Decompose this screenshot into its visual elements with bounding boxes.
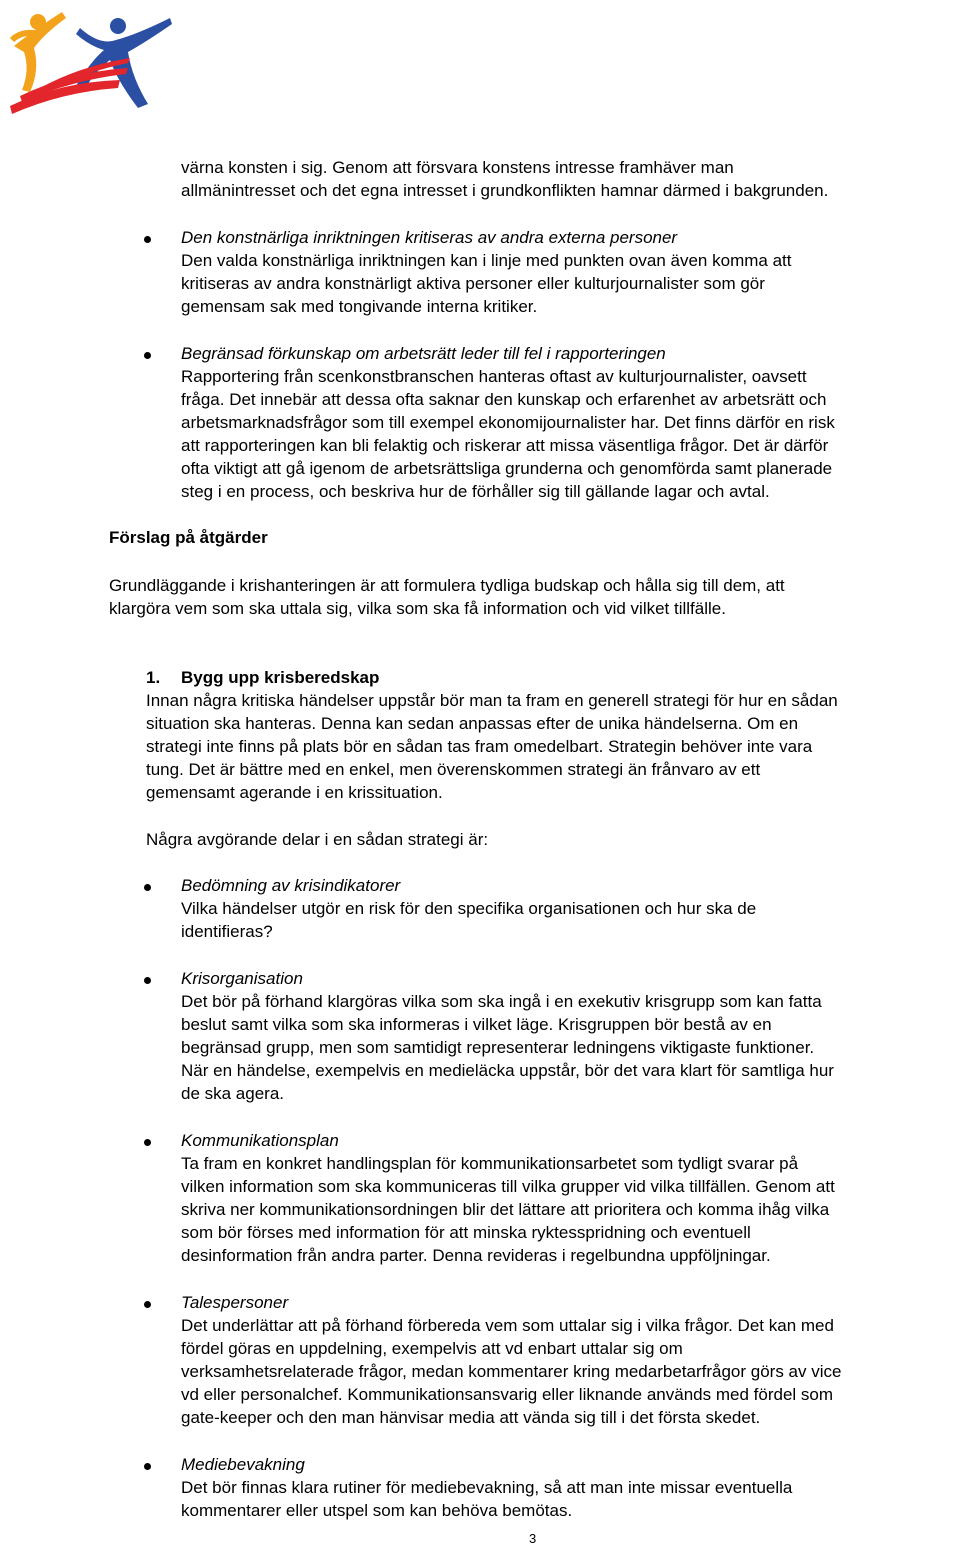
text-line: arbetsmarknadsfrågor som till exempel ekonomijournalister har. Det finns därför en risk [181, 413, 835, 432]
text-line: situation ska hanteras. Denna kan sedan anpassas efter de unika händelserna. Om en [146, 714, 799, 733]
text-line: Ta fram en konkret handlingsplan för kommunikationsarbetet som tydligt svarar på [181, 1154, 799, 1173]
strategy-bullet-media-monitoring [181, 1453, 792, 1522]
bullet-marker [144, 1463, 151, 1470]
bullet-marker [144, 977, 151, 984]
risk-bullet-labour-law [181, 342, 835, 503]
bullet-title: Den konstnärliga inriktningen kritiseras av andra externa personer [181, 228, 678, 247]
text-line: som bör förses med information för att minska ryktesspridning och eventuell [181, 1223, 751, 1242]
text-line: verksamhetsrelaterade frågor, medan kommentarer kring medarbetarfrågor görs av vice [181, 1362, 842, 1381]
section-heading: Förslag på åtgärder [109, 528, 268, 547]
strategy-bullet-communication-plan [181, 1129, 835, 1267]
bullet-marker [144, 1139, 151, 1146]
text-line: Rapportering från scenkonstbranschen hanteras oftast av kulturjournalister, oavsett [181, 367, 807, 386]
text-line: Innan några kritiska händelser uppstår bör man ta fram en generell strategi för hur en sådan [146, 691, 838, 710]
text-line: strategi inte finns på plats bör en sådan tas fram omedelbart. Strategin behöver inte vara [146, 737, 813, 756]
bullet-title: Begränsad förkunskap om arbetsrätt leder till fel i rapporteringen [181, 344, 666, 363]
bullet-marker [144, 884, 151, 891]
bullet-marker [144, 352, 151, 359]
text-line: klargöra vem som ska uttala sig, vilka som ska få information och vid vilket tillfälle. [109, 599, 726, 618]
text-line: skriva ner kommunikationsordningen blir det lättare att prioritera och komma ihåg vilka [181, 1200, 830, 1219]
text-line: beslut samt vilka som ska informeras i vilket läge. Krisgruppen bör bestå av en [181, 1015, 772, 1034]
strategy-bullet-organisation [181, 967, 834, 1105]
step-number: 1. [146, 668, 161, 687]
bullet-title: Mediebevakning [181, 1455, 305, 1474]
bullet-marker [144, 236, 151, 243]
bullet-title: Talespersoner [181, 1293, 289, 1312]
text-line: allmänintresset och det egna intresset i grundkonflikten hamnar därmed i bakgrunden. [181, 181, 829, 200]
text-line: vd eller personalchef. Kommunikationsansvarig eller liknande används med fördel som [181, 1385, 834, 1404]
bullet-marker [144, 1301, 151, 1308]
text-line: Grundläggande i krishanteringen är att formulera tydliga budskap och hålla sig till dem, att [109, 576, 785, 595]
text-line: fördel göras en uppdelning, exempelvis att vd enbart uttalar sig om [181, 1339, 683, 1358]
text-line: gemensamt agerande i en krissituation. [146, 783, 443, 802]
text-line: När en händelse, exempelvis en medieläcka uppstår, bör det vara klart för samtliga hur [181, 1061, 834, 1080]
text-line: steg i en process, och beskriva hur de förhåller sig till gällande lagar och avtal. [181, 482, 770, 501]
bullet-title: Krisorganisation [181, 969, 303, 988]
text-line: kommentarer eller utspel som kan behöva bemötas. [181, 1501, 573, 1520]
strategy-bullet-indicators [181, 874, 756, 943]
page-number: 3 [529, 1531, 537, 1546]
organization-logo [0, 0, 180, 125]
step-paragraph [146, 689, 838, 804]
text-line: Det bör finnas klara rutiner för mediebevakning, så att man inte missar eventuella [181, 1478, 793, 1497]
text-line: vilken information som ska kommuniceras till vilka grupper vid vilka tillfällen. Genom att [181, 1177, 835, 1196]
text-line: de ska agera. [181, 1084, 285, 1103]
text-line: kritiseras av andra konstnärligt aktiva personer eller kulturjournalister som gör [181, 274, 765, 293]
strategy-intro: Några avgörande delar i en sådan strategi är: [146, 830, 489, 849]
text-line: Det underlättar att på förhand förbereda vem som uttalar sig i vilka frågor. Det kan med [181, 1316, 834, 1335]
section-intro-paragraph [109, 574, 785, 620]
text-line: Det bör på förhand klargöras vilka som ska ingå i en exekutiv krisgrupp som kan fatta [181, 992, 822, 1011]
text-line: värna konsten i sig. Genom att försvara konstens intresse framhäver man [181, 158, 734, 177]
step-title: Bygg upp krisberedskap [181, 668, 380, 687]
bullet-title: Bedömning av krisindikatorer [181, 876, 401, 895]
risk-bullet-critique [181, 226, 791, 318]
text-line: tung. Det är bättre med en enkel, men överenskommen strategi än frånvaro av ett [146, 760, 761, 779]
text-line: ofta viktigt att gå igenom de arbetsrättsliga grunderna och genomförda samt planerade [181, 459, 833, 478]
text-line: Vilka händelser utgör en risk för den specifika organisationen och hur ska de [181, 899, 757, 918]
text-line: att rapporteringen kan bli felaktig och riskerar att missa väsentliga frågor. Det är därför [181, 436, 829, 455]
text-line: desinformation från andra parter. Denna revideras i regelbundna uppföljningar. [181, 1246, 771, 1265]
strategy-bullet-spokespersons [181, 1291, 841, 1429]
bullet-title: Kommunikationsplan [181, 1131, 339, 1150]
text-line: gemensam sak med tongivande interna kritiker. [181, 297, 538, 316]
text-line: fråga. Det innebär att dessa ofta saknar den kunskap och erfarenhet av arbetsrätt och [181, 390, 827, 409]
text-line: begränsad grupp, men som samtidigt representerar ledningens viktigaste funktioner. [181, 1038, 815, 1057]
text-line: gate-keeper och den man hänvisar media att vända sig till i det första skedet. [181, 1408, 761, 1427]
intro-paragraph [181, 156, 828, 202]
text-line: identifieras? [181, 922, 273, 941]
text-line: Den valda konstnärliga inriktningen kan i linje med punkten ovan även komma att [181, 251, 792, 270]
